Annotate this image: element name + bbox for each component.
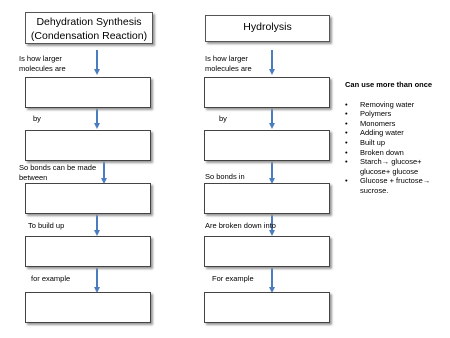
hydrolysis-title-text: Hydrolysis xyxy=(243,21,292,33)
word-bank-list xyxy=(345,100,450,196)
word-bank-title: Can use more than once xyxy=(345,80,433,89)
right-answer-box-5[interactable] xyxy=(204,292,330,323)
right-answer-box-4[interactable] xyxy=(204,236,330,267)
left-answer-box-2[interactable] xyxy=(25,130,151,161)
word-bank-item: • Broken down xyxy=(345,148,450,158)
left-answer-box-4[interactable] xyxy=(25,236,151,267)
right-label-4: Are broken down into xyxy=(205,221,276,230)
word-bank-item: • Monomers xyxy=(345,119,450,129)
left-answer-box-5[interactable] xyxy=(25,292,151,323)
right-label-1: Is how larger molecules are xyxy=(205,54,252,73)
left-label-3: So bonds can be made between xyxy=(19,163,97,182)
right-answer-box-3[interactable] xyxy=(204,183,330,214)
left-answer-box-3[interactable] xyxy=(25,183,151,214)
right-label-3: So bonds in xyxy=(205,172,245,181)
dehydration-title-line1: Dehydration Synthesis xyxy=(36,16,142,28)
right-answer-box-1[interactable] xyxy=(204,77,330,108)
left-answer-box-1[interactable] xyxy=(25,77,151,108)
word-bank-item: • Removing water xyxy=(345,100,450,110)
left-label-4: To build up xyxy=(28,221,65,230)
left-label-1: Is how larger molecules are xyxy=(19,54,66,73)
left-label-2: by xyxy=(33,114,41,123)
left-label-5: for example xyxy=(31,274,71,283)
word-bank-item: • Adding water xyxy=(345,128,450,138)
right-label-2: by xyxy=(219,114,227,123)
word-bank-item: • Starch→ glucose+ glucose+ glucose xyxy=(345,157,450,176)
word-bank-item: • Glucose + fructose→ sucrose. xyxy=(345,176,450,195)
word-bank xyxy=(345,80,450,196)
right-answer-box-2[interactable] xyxy=(204,130,330,161)
dehydration-title-line2: (Condensation Reaction) xyxy=(30,30,148,42)
word-bank-item: • Polymers xyxy=(345,109,450,119)
right-label-5: For example xyxy=(212,274,254,283)
word-bank-item: • Built up xyxy=(345,138,450,148)
